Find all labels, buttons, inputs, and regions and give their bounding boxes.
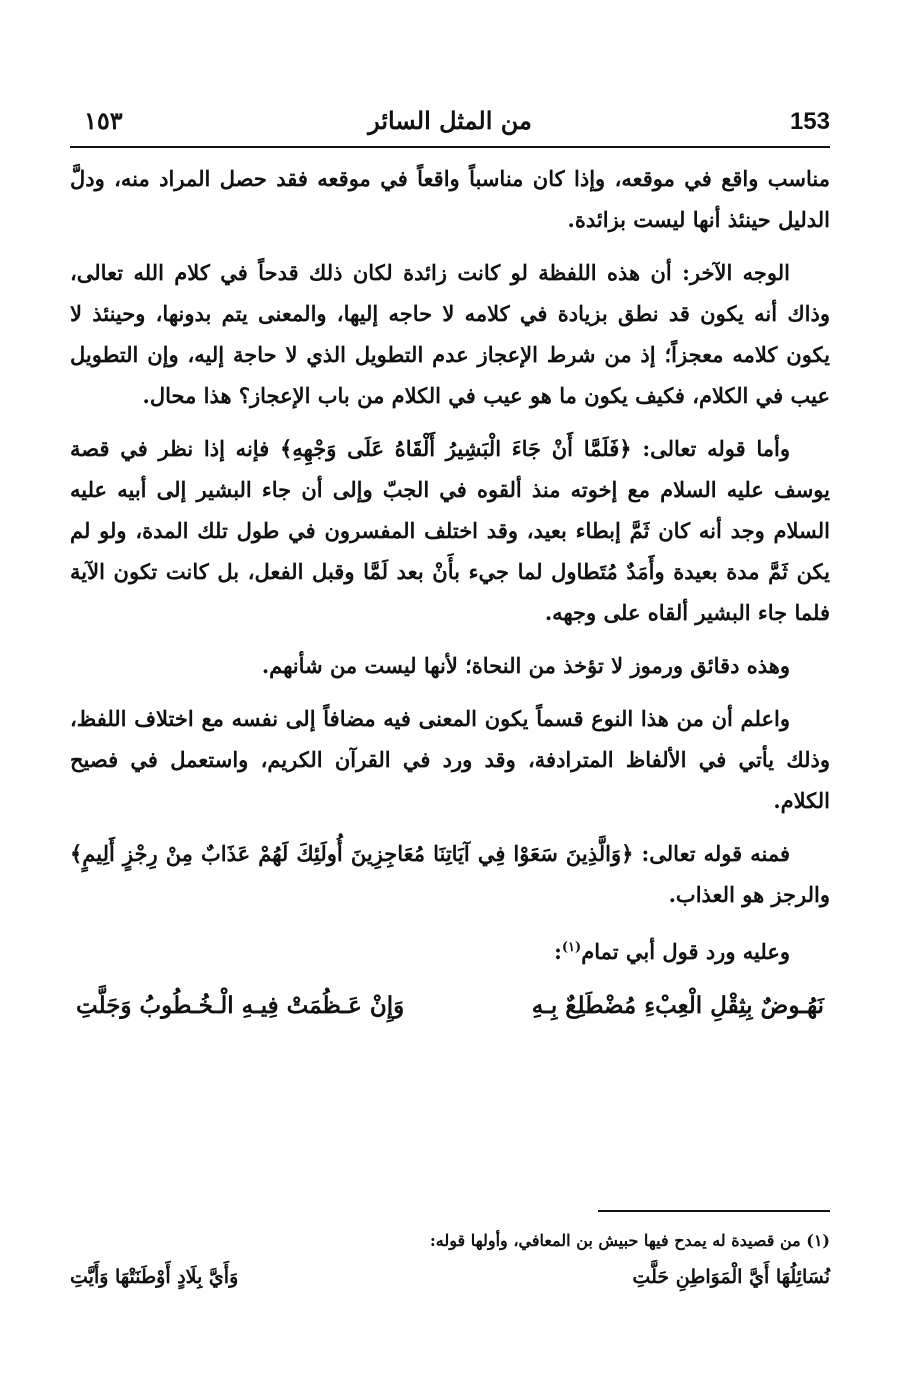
verse-first-hemistich: نَهُـوضٌ بِثِقْلِ الْعِبْءِ مُضْطَلِعٌ بِـهِ bbox=[531, 992, 824, 1019]
book-page bbox=[70, 90, 830, 1370]
poem-intro-suffix: : bbox=[554, 939, 562, 964]
paragraph-text: فمنه قوله تعالى: ﴿وَالَّذِينَ سَعَوْا فِي آيَاتِنَا مُعَاجِزِينَ أُولَئِكَ لَهُمْ عَذَابٌ مِنْ رِجْزٍ أَلِيمٍ﴾ والرجز هو العذاب. bbox=[70, 841, 830, 907]
footnote-rule bbox=[598, 1210, 830, 1212]
footnote-verse bbox=[70, 1262, 830, 1292]
paragraph-5 bbox=[70, 698, 830, 821]
paragraph-text: وهذه دقائق ورموز لا تؤخذ من النحاة؛ لأنها ليست من شأنهم. bbox=[261, 653, 790, 678]
page-number-latin: 153 bbox=[789, 108, 830, 135]
header-rule bbox=[70, 146, 830, 148]
paragraph-text: أن هذه اللفظة لو كانت زائدة لكان ذلك قدحاً في كلام الله تعالى، وذاك أنه يكون قد نطق بزيادة في كلامه لا حاجه إليها، والمعنى يتم بدونها، وحينئذ لا يكون كلامه معجزاً؛ إذ من شرط الإعجاز عدم التطويل الذي لا حاجة إليه، وإن التطويل عيب في الكلام، فكيف يكون ما هو عيب في الكلام من باب الإعجاز؟ هذا محال. bbox=[70, 260, 830, 408]
verse-second-hemistich: وَإِنْ عَـظُمَتْ فِيـهِ الْـخُـطُوبُ وَجَلَّتِ bbox=[76, 992, 405, 1019]
footnote-text: (١) من قصيدة له يمدح فيها حبيش بن المعافي، وأولها قوله: bbox=[429, 1231, 830, 1250]
paragraph-3 bbox=[70, 428, 830, 633]
paragraph-6 bbox=[70, 833, 830, 915]
paragraph-1 bbox=[70, 158, 830, 240]
poem-intro bbox=[70, 927, 830, 972]
footnote-verse-first: نُسَائِلُهَا أَيَّ الْمَوَاطِنِ حَلَّتِ bbox=[632, 1266, 830, 1288]
running-title: من المثل السائر bbox=[368, 106, 532, 135]
footnote-marker[interactable]: (١) bbox=[561, 940, 582, 955]
paragraph-4 bbox=[70, 645, 830, 686]
page-number-arabic: ١٥٣ bbox=[84, 106, 123, 135]
paragraph-text: مناسب واقع في موقعه، وإذا كان مناسباً واقعاً في موقعه فقد حصل المراد منه، ودلَّ الدليل حينئذ أنها ليست بزائدة. bbox=[70, 166, 830, 232]
paragraph-text: وأما قوله تعالى: ﴿فَلَمَّا أَنْ جَاءَ الْبَشِيرُ أَلْقَاهُ عَلَى وَجْهِهِ﴾ فإنه إذا نظر في قصة يوسف عليه السلام مع إخوته منذ ألقوه في الجبّ وإلى أن جاء البشير إلى أبيه عليه السلام وجد أنه كان ثَمَّ إبطاء بعيد، وقد اختلف المفسرون في طول تلك المدة، ولو لم يكن ثَمَّ مدة بعيدة وأَمَدٌ مُتَطاول لما جيء بأَنْ بعد لَمَّا وقبل الفعل، بل كانت تكون الآية فلما جاء البشير ألقاه على وجهه. bbox=[70, 436, 830, 625]
footnote bbox=[70, 1226, 830, 1292]
page-header bbox=[70, 90, 830, 146]
poem-intro-text: وعليه ورد قول أبي تمام bbox=[581, 939, 790, 964]
footnote-verse-second: وَأَيَّ بِلَادٍ أَوْطَنَتْهَا وَأَيَّتِ bbox=[70, 1266, 239, 1288]
main-text bbox=[70, 158, 830, 1028]
verse-line bbox=[76, 984, 824, 1028]
paragraph-lead: الوجه الآخر: bbox=[682, 260, 790, 285]
paragraph-text: واعلم أن من هذا النوع قسماً يكون المعنى فيه مضافاً إلى نفسه مع اختلاف اللفظ، وذلك يأتي في الألفاظ المترادفة، وقد ورد في القرآن الكريم، واستعمل في فصيح الكلام. bbox=[70, 706, 830, 813]
paragraph-2 bbox=[70, 252, 830, 416]
